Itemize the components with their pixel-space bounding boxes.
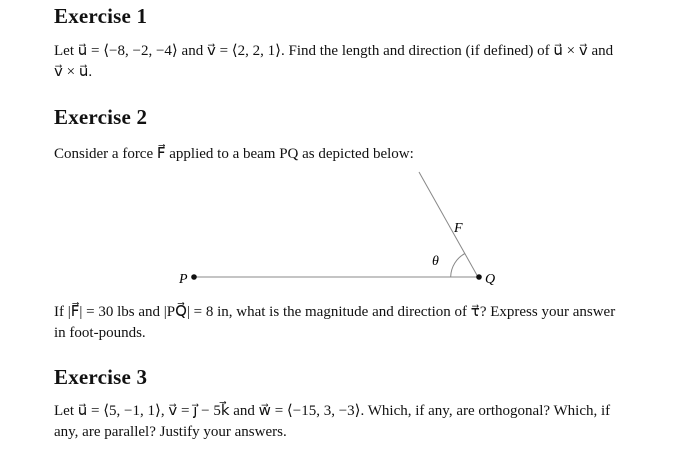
label-q: Q bbox=[485, 272, 496, 287]
label-theta: θ bbox=[432, 254, 439, 269]
point-q-dot bbox=[476, 274, 482, 280]
angle-theta-arc bbox=[451, 254, 465, 277]
exercise-1-line-2: v⃗ × u⃗. bbox=[54, 64, 93, 80]
exercise-3-line-1: Let u⃗ = ⟨5, −1, 1⟩, v⃗ = j⃗ − 5k⃗ and w⃗ = ⟨−15, 3, −3⟩. Which, if any, are orthogonal? Which, if bbox=[54, 403, 611, 419]
label-p: P bbox=[179, 272, 188, 287]
point-p-dot bbox=[191, 274, 197, 280]
exercise-3-heading: Exercise 3 bbox=[54, 365, 148, 389]
exercise-2-question-line-1: If |F⃗| = 30 lbs and |PQ⃗| = 8 in, what is the magnitude and direction of τ⃗? Express your answer bbox=[54, 304, 616, 320]
exercise-2-question bbox=[54, 302, 654, 344]
exercise-2-heading: Exercise 2 bbox=[54, 105, 148, 129]
exercise-1-line-1: Let u⃗ = ⟨−8, −2, −4⟩ and v⃗ = ⟨2, 2, 1⟩. Find the length and direction (if defined) of u⃗ × v⃗ and bbox=[54, 43, 614, 59]
exercise-2-intro-line: Consider a force F⃗ applied to a beam PQ as depicted below: bbox=[54, 146, 414, 162]
exercise-1-heading: Exercise 1 bbox=[54, 4, 148, 28]
label-force: F⃗ bbox=[454, 221, 474, 236]
exercise-3-line-2: any, are parallel? Justify your answers. bbox=[54, 424, 287, 440]
exercise-2-question-line-2: in foot-pounds. bbox=[54, 325, 146, 341]
exercise-3-text bbox=[54, 401, 654, 443]
